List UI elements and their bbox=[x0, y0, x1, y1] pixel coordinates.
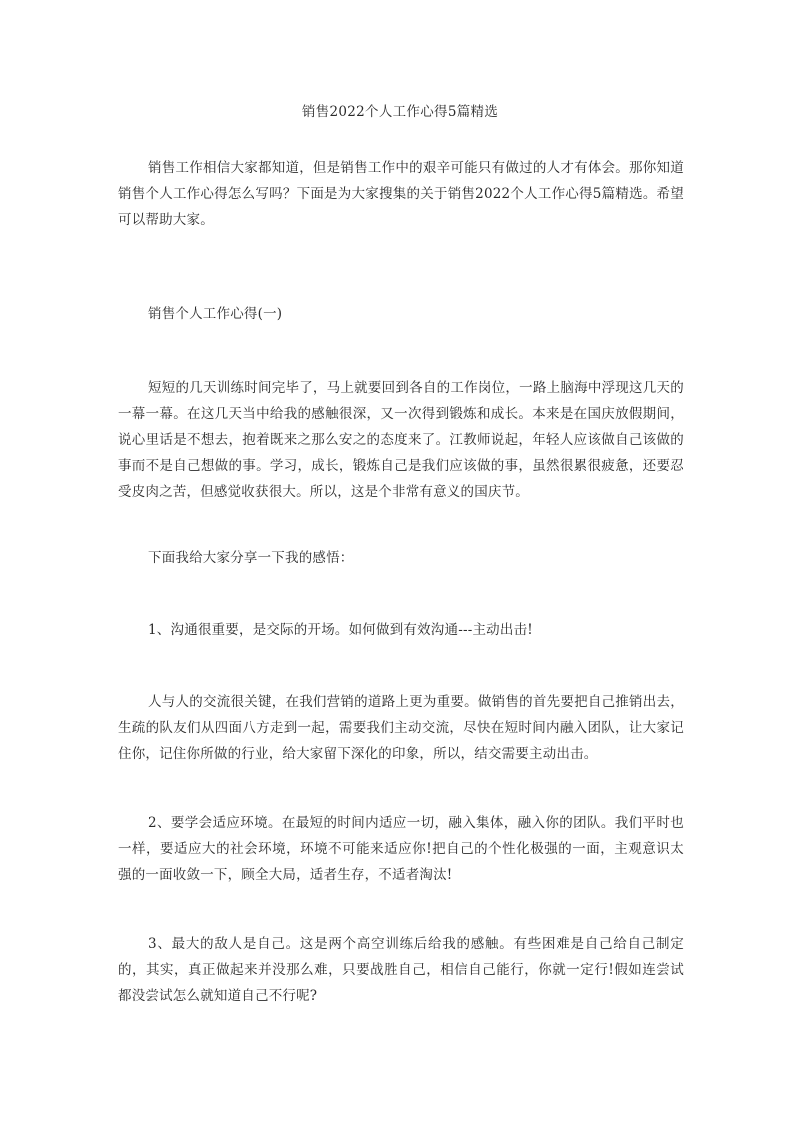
point-two-paragraph: 2、要学会适应环境。在最短的时间内适应一切，融入集体，融入你的团队。我们平时也一样，要适应大的社会环境，环境不可能来适应你!把自己的个性化极强的一面，主观意识太强的一面收敛一下，顾全大局，适者生存，不适者淘汰! bbox=[118, 815, 684, 883]
training-reflection-paragraph: 短短的几天训练时间完毕了，马上就要回到各自的工作岗位，一路上脑海中浮现这几天的一幕一幕。在这几天当中给我的感触很深，又一次得到锻炼和成长。本来是在国庆放假期间，说心里话是不想去，抱着既来之那么安之的态度来了。江教师说起，年轻人应该做自己该做的事而不是自己想做的事。学习，成长，锻炼自己是我们应该做的事，虽然很累很疲惫，还要忍受皮肉之苦，但感觉收获很大。所以，这是个非常有意义的国庆节。 bbox=[118, 380, 684, 500]
document-title: 销售2022个人工作心得5篇精选 bbox=[301, 104, 499, 120]
point-one-paragraph: 1、沟通很重要，是交际的开场。如何做到有效沟通---主动出击! bbox=[148, 622, 533, 638]
section-heading: 销售个人工作心得(一) bbox=[148, 306, 283, 322]
point-three-paragraph: 3、最大的敌人是自己。这是两个高空训练后给我的感触。有些困难是自己给自己制定的，其实，真正做起来并没那么难，只要战胜自己，相信自己能行，你就一定行!假如连尝试都没尝试怎么就知道自己不行呢? bbox=[118, 936, 684, 1004]
share-intro-paragraph: 下面我给大家分享一下我的感悟： bbox=[148, 550, 354, 566]
communication-paragraph: 人与人的交流很关键，在我们营销的道路上更为重要。做销售的首先要把自己推销出去，生疏的队友们从四面八方走到一起，需要我们主动交流，尽快在短时间内融入团队，让大家记住你，记住你所做的行业，给大家留下深化的印象，所以，结交需要主动出击。 bbox=[118, 694, 684, 762]
intro-paragraph: 销售工作相信大家都知道，但是销售工作中的艰辛可能只有做过的人才有体会。那你知道销售个人工作心得怎么写吗？下面是为大家搜集的关于销售2022个人工作心得5篇精选。希望可以帮助大家。 bbox=[118, 160, 684, 228]
